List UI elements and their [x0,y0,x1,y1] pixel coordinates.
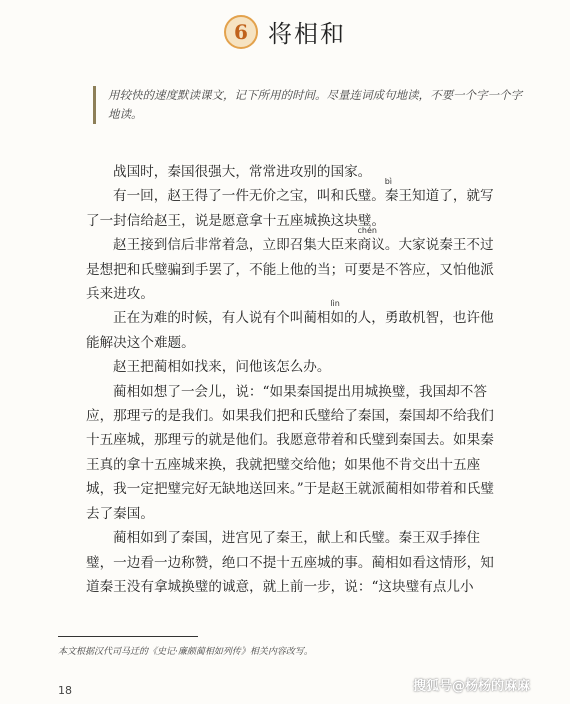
lesson-title: 将相和 [268,20,346,48]
paragraph-1: 战国时，秦国很强大，常常进攻别的国家。 [113,164,372,180]
paragraph-5: 赵王把蔺相如找来，问他该怎么办。 [113,359,331,376]
pinyin-annotated-char: chén 臣 [330,226,377,254]
paragraph-4: 正在为难的时候，有人说有个叫 lìn 蔺相如的人，勇敢机智，也许他能解决这个难题。 [86,299,494,351]
reading-instruction: 用较快的速度默读课文，记下所用的时间。尽量连词成句地读，不要一个字一个字地读。 [93,86,526,124]
paragraph-2: 有一回，赵王得了一件无价之宝，叫和氏 bì 璧。秦王知道了，就写了一封信给赵王，说是愿意拿十五座城换这块璧。 [86,177,494,229]
lesson-body [86,160,504,599]
footnote-divider [58,636,198,637]
page-number: 18 [58,684,72,697]
pinyin-lin: lìn [330,299,340,309]
lesson-number-badge: 6 [224,15,258,49]
paragraph-3: 赵王接到信后非常着急，立即召集大 chén 臣来商议。大家说秦王不过是想把和氏璧骗到手罢了，不能上他的当；可要是不答应，又怕他派兵来进攻。 [86,226,494,303]
paragraph-7: 蔺相如到了秦国，进宫见了秦王，献上和氏璧。秦王双手捧住璧，一边看一边称赞，绝口不提十五座城的事。蔺相如看这情形，知道秦王没有拿城换璧的诚意，就上前一步，说：“这块璧有点儿小 [86,530,494,595]
pinyin-bi: bì [384,177,392,187]
pinyin-chen: chén [357,226,377,236]
watermark: 搜狐号@杨杨的麻麻 [412,679,530,694]
paragraph-6: 蔺相如想了一会儿，说：“如果秦国提出用城换璧，我国却不答应，那理亏的是我们。如果我们把和氏璧给了秦国，秦国却不给我们十五座城，那理亏的就是他们。我愿意带着和氏璧到秦国去。如果秦王真的拿十五座城来换，我就把璧交给他；如果他不肯交出十五座城，我一定把璧完好无缺地送回来。”于是赵王就派蔺相如带着和氏璧去了秦国。 [86,383,494,522]
pinyin-annotated-char: lìn 蔺 [303,299,340,327]
pinyin-annotated-char: bì 璧 [357,177,392,205]
lesson-header [0,14,570,49]
footnote: 本文根据汉代司马迁的《史记·廉颇蔺相如列传》相关内容改写。 [58,647,313,657]
